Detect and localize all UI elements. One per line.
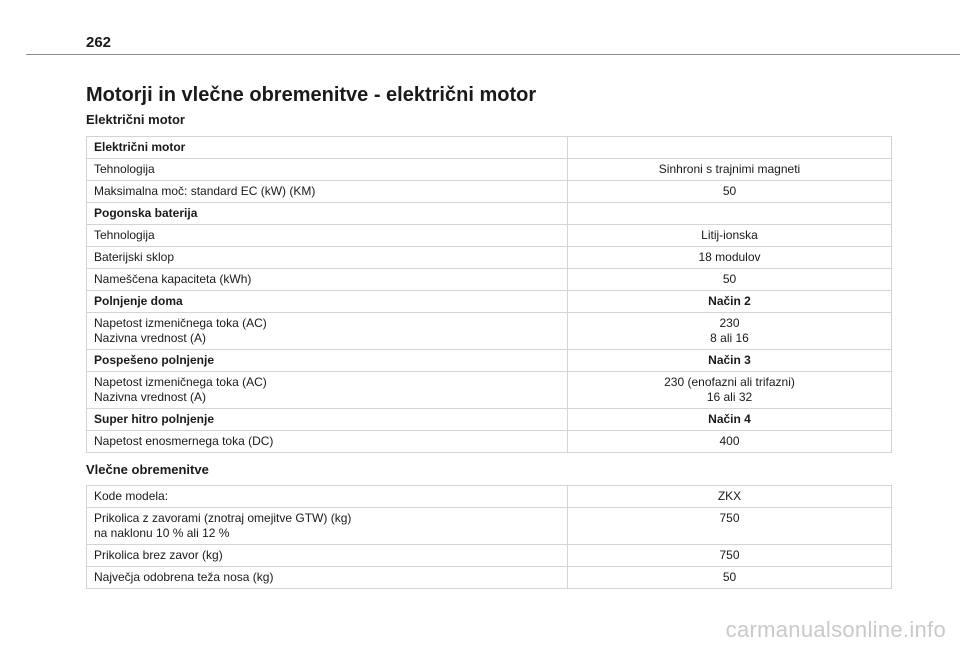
row-label: Baterijski sklop: [87, 247, 568, 269]
row-value-line: 230: [719, 316, 740, 330]
row-value: 18 modulov: [568, 247, 892, 269]
row-label-line: Napetost izmeničnega toka (AC): [94, 375, 267, 389]
row-label: Maksimalna moč: standard EC (kW) (KM): [87, 181, 568, 203]
row-label: [87, 372, 568, 409]
row-value-line: 230 (enofazni ali trifazni): [664, 375, 795, 389]
row-label-line: Nazivna vrednost (A): [94, 331, 207, 345]
row-label-line: Nazivna vrednost (A): [94, 390, 207, 404]
table-row: [87, 203, 892, 225]
row-label: Pogonska baterija: [87, 203, 568, 225]
row-label-line: Prikolica z zavorami (znotraj omejitve GTW) (kg): [94, 511, 352, 525]
table-row: [87, 350, 892, 372]
row-label: Največja odobrena teža nosa (kg): [87, 567, 568, 589]
towing-loads-table: [86, 485, 892, 589]
table-row: [87, 159, 892, 181]
page-title: Motorji in vlečne obremenitve - električni motor: [86, 84, 537, 106]
row-value: 50: [568, 181, 892, 203]
row-value-line: 16 ali 32: [706, 390, 753, 404]
section-heading-electric-motor: Električni motor: [86, 112, 185, 127]
row-label: Nameščena kapaciteta (kWh): [87, 269, 568, 291]
table-row: [87, 372, 892, 409]
row-value: 50: [568, 567, 892, 589]
row-label-line: na naklonu 10 % ali 12 %: [94, 526, 230, 540]
row-value: Sinhroni s trajnimi magneti: [568, 159, 892, 181]
row-value: [568, 203, 892, 225]
row-label: Napetost enosmernega toka (DC): [87, 431, 568, 453]
row-label: Električni motor: [87, 137, 568, 159]
row-label: [87, 508, 568, 545]
row-value: ZKX: [568, 486, 892, 508]
table-row: [87, 567, 892, 589]
row-label: Tehnologija: [87, 225, 568, 247]
row-value: [568, 313, 892, 350]
watermark-text: carmanualsonline.info: [725, 617, 946, 642]
table-row: [87, 486, 892, 508]
table-row: [87, 225, 892, 247]
row-value: 400: [568, 431, 892, 453]
row-label: Super hitro polnjenje: [87, 409, 568, 431]
table-row: [87, 431, 892, 453]
header-rule: [26, 54, 960, 55]
row-value: [568, 137, 892, 159]
table-row: [87, 247, 892, 269]
table-row: [87, 545, 892, 567]
row-label: Pospešeno polnjenje: [87, 350, 568, 372]
table-row: [87, 508, 892, 545]
electric-motor-spec-table: [86, 136, 892, 453]
row-label: Polnjenje doma: [87, 291, 568, 313]
row-value: 750: [568, 508, 892, 545]
table-row: [87, 409, 892, 431]
row-label: Kode modela:: [87, 486, 568, 508]
row-value: Litij-ionska: [568, 225, 892, 247]
page-number: 262: [86, 34, 112, 51]
row-value: Način 3: [568, 350, 892, 372]
row-value: Način 2: [568, 291, 892, 313]
row-label-line: Napetost izmeničnega toka (AC): [94, 316, 267, 330]
row-label: Prikolica brez zavor (kg): [87, 545, 568, 567]
row-value-line: 8 ali 16: [710, 331, 749, 345]
table-row: [87, 291, 892, 313]
row-value: 50: [568, 269, 892, 291]
row-value: Način 4: [568, 409, 892, 431]
table-row: [87, 137, 892, 159]
table-row: [87, 269, 892, 291]
section-heading-towing-loads: Vlečne obremenitve: [86, 462, 209, 477]
row-label: [87, 313, 568, 350]
row-label: Tehnologija: [87, 159, 568, 181]
table-row: [87, 313, 892, 350]
table-row: [87, 181, 892, 203]
row-value: 750: [568, 545, 892, 567]
row-value: [568, 372, 892, 409]
